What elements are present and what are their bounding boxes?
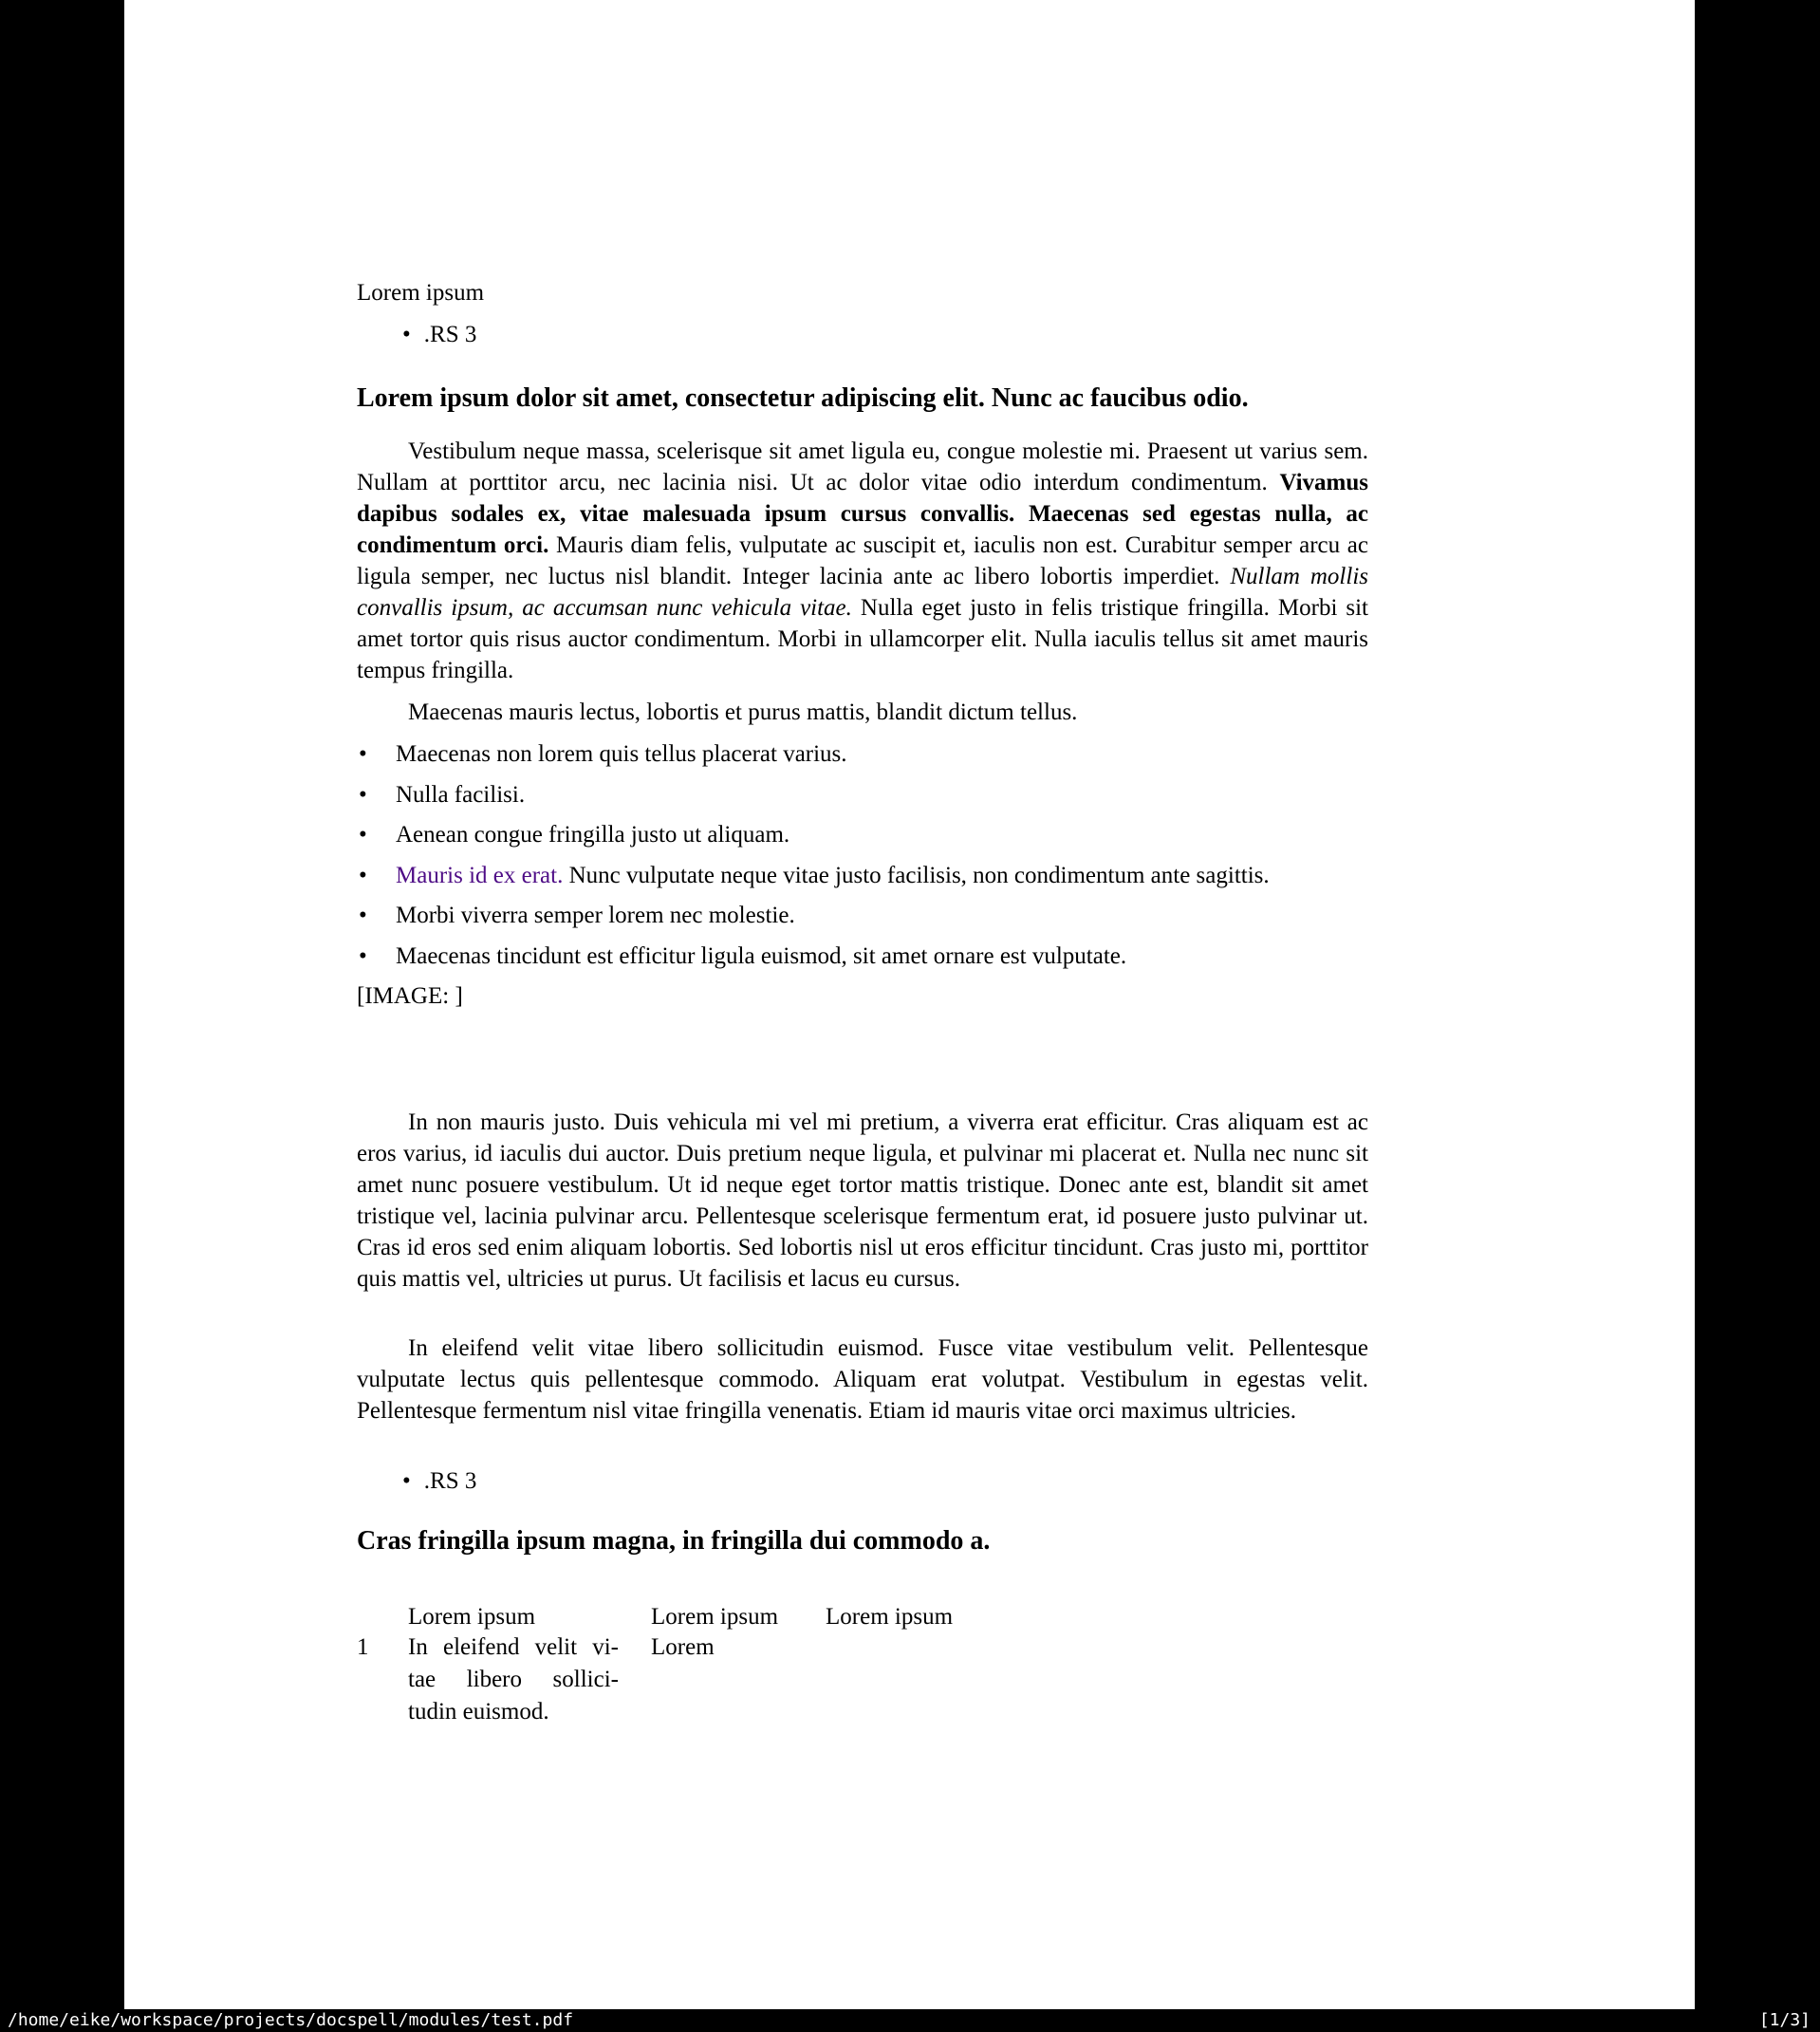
paragraph-3: In eleifend velit vitae libero sollicitudin euismod. Fusce vitae vestibulum velit. Pellentesque vulputate lectus quis pellentesque commodo. Aliquam erat volutpat. Vestibulum in egestas velit. Pellentesque fermentum nisl vitae fringilla venenatis. Etiam id mauris vitae orci maximus ultricies. <box>357 1335 1368 1424</box>
list-item-text: Nulla facilisi. <box>396 782 526 808</box>
list-lead-line: Maecenas mauris lectus, lobortis et purus mattis, blandit dictum tellus. <box>408 699 1078 725</box>
page-indicator: [1/3] <box>1758 2010 1811 2030</box>
bullet-icon: • <box>359 782 367 808</box>
list-item <box>357 941 1368 972</box>
table-row-number: 1 <box>357 1634 369 1660</box>
table-cell <box>408 1631 619 1728</box>
rs-macro-text: .RS 3 <box>423 1468 477 1494</box>
pdf-hyperlink[interactable]: Mauris id ex erat. <box>396 863 564 888</box>
image-placeholder-label: [IMAGE: ] <box>357 983 463 1009</box>
status-bar <box>0 2009 1820 2032</box>
list-item-text: Maecenas tincidunt est efficitur ligula euismod, sit amet ornare est vulputate. <box>396 943 1127 969</box>
bullet-icon: • <box>402 322 411 347</box>
bullet-icon: • <box>359 741 367 767</box>
bullet-icon: • <box>359 863 367 888</box>
list-item-text: Aenean congue fringilla justo ut aliquam. <box>396 822 790 848</box>
table-header-cell: Lorem ipsum <box>408 1604 536 1630</box>
list-item <box>357 779 1368 811</box>
paragraph-1-text: Vestibulum neque massa, scelerisque sit amet ligula eu, congue molestie mi. Praesent ut varius sem. Nullam at porttitor arcu, nec lacinia nisi. Ut ac dolor vitae odio interdum condimentum. <box>357 438 1368 495</box>
rs-macro-item-top <box>402 319 476 350</box>
table-cell: Lorem <box>651 1634 715 1660</box>
table-header-cell: Lorem ipsum <box>651 1604 779 1630</box>
table-cell-line: tae libero sollici- <box>408 1667 619 1692</box>
pdf-page-content <box>357 0 1368 2009</box>
table-cell-line: In eleifend velit vi- <box>408 1634 619 1660</box>
bullet-icon: • <box>359 943 367 969</box>
list-item <box>357 860 1368 891</box>
table-cell-line: tudin euismod. <box>408 1699 549 1724</box>
rs-macro-item-bottom <box>402 1465 476 1497</box>
pdf-page <box>124 0 1695 2009</box>
section-heading-2: Cras fringilla ipsum magna, in fringilla dui commodo a. <box>357 1526 991 1556</box>
list-item-text: Maecenas non lorem quis tellus placerat varius. <box>396 741 847 767</box>
paragraph-1-text-3: Nulla eget justo in felis tristique fringilla. Morbi sit amet tortor quis risus auctor condimentum. Morbi in ullamcorper elit. Nulla iaculis tellus sit amet mauris tempus fringilla. <box>357 595 1369 683</box>
section-heading-1: Lorem ipsum dolor sit amet, consectetur adipiscing elit. Nunc ac faucibus odio. <box>357 383 1249 413</box>
file-path: /home/eike/workspace/projects/docspell/modules/test.pdf <box>8 2010 574 2030</box>
list-item-text: Nunc vulputate neque vitae justo facilisis, non condimentum ante sagittis. <box>563 863 1270 888</box>
bullet-icon: • <box>359 903 367 928</box>
paragraph-1-bold-text: Vivamus dapibus sodales ex, vitae malesuada ipsum cursus convallis. Maecenas sed egestas nulla, ac condimentum orci. <box>357 470 1368 558</box>
paragraph-1-text-2: Mauris diam felis, vulputate ac suscipit et, iaculis non est. Curabitur semper arcu ac ligula semper, nec luctus nisl blandit. Integer lacinia ante ac libero lobortis imperdiet. <box>357 532 1368 589</box>
intro-label: Lorem ipsum <box>357 280 485 306</box>
bullet-icon: • <box>402 1468 411 1494</box>
paragraph-2: In non mauris justo. Duis vehicula mi vel mi pretium, a viverra erat efficitur. Cras aliquam est ac eros varius, id iaculis dui auctor. Duis pretium neque ligula, et pulvinar mi placerat et. Nulla nec nunc sit amet nunc posuere vestibulum. Ut id neque eget tortor mattis tristique. Donec ante est, blandit sit amet tristique vel, lacinia pulvinar arcu. Pellentesque scelerisque fermentum erat, id posuere justo pulvinar ut. Cras id eros sed enim aliquam lobortis. Sed lobortis nisl ut eros efficitur tincidunt. Cras justo mi, porttitor quis mattis vel, ultricies ut purus. Ut facilisis et lacus eu cursus. <box>357 1109 1368 1292</box>
list-item <box>357 819 1368 850</box>
list-item-text: Morbi viverra semper lorem nec molestie. <box>396 903 795 928</box>
rs-macro-text: .RS 3 <box>423 322 477 347</box>
paragraph-1-italic-text: Nullam mollis convallis ipsum, ac accumsan nunc vehicula vitae. <box>357 564 1368 621</box>
list-item <box>357 738 1368 770</box>
bullet-icon: • <box>359 822 367 848</box>
paragraph-1 <box>357 436 1368 686</box>
table-header-cell: Lorem ipsum <box>826 1604 954 1630</box>
list-item <box>357 900 1368 931</box>
